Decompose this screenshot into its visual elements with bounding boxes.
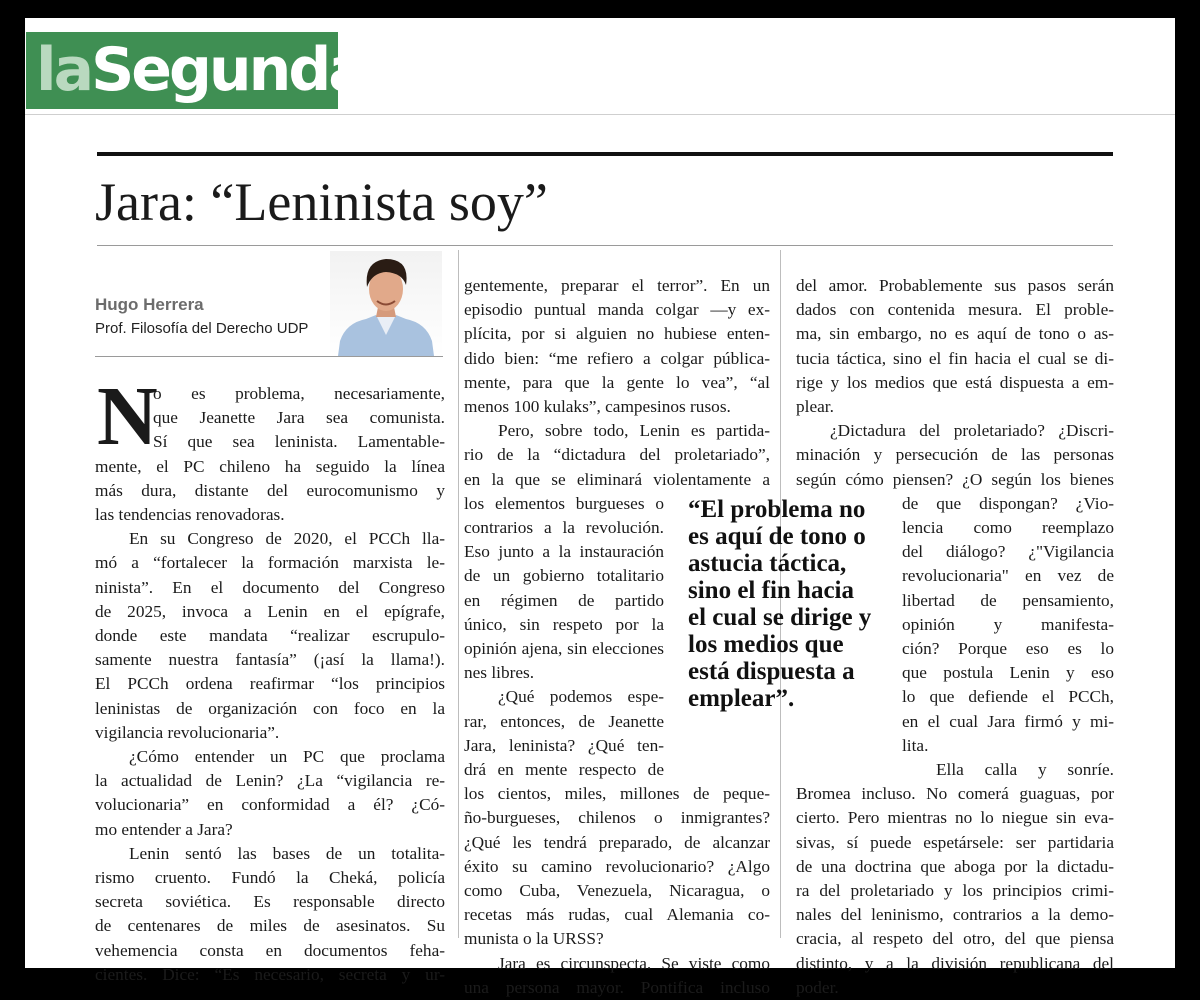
column-3-line: lo que defiende el PCCh, [902,687,1114,707]
column-3-line: cierto. Pero mientras no lo niegue sin eva- [796,808,1114,828]
column-3-line: rige y los medios que está dispuesta a em- [796,372,1114,392]
column-1-line: o es problema, necesariamente, [153,384,445,403]
column-1-line: volucionaria” en conformidad a él? ¿Có- [95,795,445,815]
column-2-line: menos 100 kulaks”, campesinos rusos. [464,397,731,416]
column-2-line: contrarios a la revolución. [464,518,664,537]
column-2-line: los cientos, miles, millones de peque- [464,784,770,804]
masthead-wordmark [36,35,366,105]
column-1-line: secreta soviética. Es responsable directo [95,892,445,912]
pull-quote-line: los medios que [688,631,844,658]
column-3-line: libertad de pensamiento, [902,590,1114,610]
pull-quote-line: sino el fin hacia [688,577,854,604]
column-1-line: ninista”. En el documento del Congreso [95,577,445,597]
pull-quote-line: el cual se dirige y [688,604,872,631]
column-2-line: recetas más rudas, cual Alemania co- [464,905,770,925]
column-3-line: Ella calla y sonríe. [936,760,1114,779]
column-3-line: tucia táctica, sino el fin hacia el cual se di- [796,348,1114,368]
column-1-line: más dura, distante del eurocomunismo y [95,480,445,500]
pull-quote-line: astucia táctica, [688,550,847,577]
masthead-divider [25,114,1175,115]
column-2-line: ¿Qué les tendrá preparado, de alcanzar [464,832,770,852]
column-2-line: episodio puntual manda colgar —y ex- [464,300,770,320]
column-2-line: Jara, leninista? ¿Qué ten- [464,735,664,755]
column-1-line: vehemencia consta en documentos feha- [95,940,445,960]
column-2-line: munista o la URSS? [464,929,604,949]
column-3-line: de una doctrina que aboga por la dictadu- [796,856,1114,876]
column-3-line: lencia como reemplazo [902,518,1114,537]
column-2-line: rar, entonces, de Jeanette [464,711,664,731]
column-2-line: opinión ajena, sin elecciones [464,639,664,658]
column-1-line: las tendencias renovadoras. [95,505,285,524]
column-2-line: los elementos burgueses o [464,493,664,513]
column-2-line: en la que se eliminará violentamente a [464,469,770,489]
column-3-line: ra del proletariado y los principios crimi- [796,881,1114,900]
headline: Jara: “Leninista soy” [95,172,548,232]
column-3-line: en el cual Jara firmó y mi- [902,711,1114,731]
column-2-line: único, sin respeto por la [464,614,664,634]
column-3-line: ¿Dictadura del proletariado? ¿Discri- [830,421,1114,441]
masthead-logo [26,32,366,109]
column-1-line: Sí que sea leninista. Lamentable- [153,432,445,452]
column-3-line: sivas, sí puede espetársele: ser partidaria [796,832,1114,852]
pull-quote-line: emplear”. [688,685,795,712]
author-role: Prof. Filosofía del Derecho UDP [95,320,309,337]
pull-quote-line: está dispuesta a [688,658,855,685]
headline-bottom-rule [97,245,1113,246]
column-1-line: ¿Cómo entender un PC que proclama [129,747,445,766]
column-1-line: mente, el PC chileno ha seguido la línea [95,456,445,476]
column-2-line: Eso junto a la instauración [464,542,664,562]
newspaper-page [25,18,1175,997]
column-3-line: cracia, al respeto del otro, del que piensa [796,929,1114,949]
column-3-line: revolucionaria" en vez de [902,566,1114,586]
column-2-line: como Cuba, Venezuela, Nicaragua, o [464,881,770,900]
column-3-line: ma, sin embargo, no es aquí de tono o as- [796,324,1114,344]
column-1-line: En su Congreso de 2020, el PCCh lla- [129,529,445,549]
column-3-line: ción? Porque eso es lo [902,639,1114,658]
column-1-line: donde este mandata “realizar escrupulo- [95,626,445,645]
column-2-line: gentemente, preparar el terror”. En un [464,276,770,295]
column-1-line: rismo cruento. Fundó la Cheká, policía [95,868,445,887]
column-2-line: Jara es circunspecta. Se viste como [498,953,770,973]
column-2-line: rio de la “dictadura del proletariado”, [464,445,770,465]
column-3-line: que postula Lenin y eso [902,663,1114,683]
column-3-line: del diálogo? ¿"Vigilancia [902,542,1114,562]
column-3-line: lita. [902,735,929,755]
column-3-line: plear. [796,397,834,416]
column-1-line: de 2025, invoca a Lenin en el epígrafe, [95,601,445,621]
column-2-line: plícita, por si alguien no hubiese enten- [464,324,770,344]
column-2-line: nes libres. [464,663,535,683]
author-photo [330,251,442,356]
column-3-line: Bromea incluso. No comerá guaguas, por [796,784,1114,804]
column-3-line: del amor. Probablemente sus pasos serán [796,276,1114,295]
column-3-line: opinión y manifesta- [902,614,1114,634]
column-2-line: éxito su camino revolucionario? ¿Algo [464,856,770,876]
column-1-line: que Jeanette Jara sea comunista. [153,408,445,428]
column-2-line: de un gobierno totalitario [464,566,664,586]
column-2-line: mente, para que la gente lo vea”, “al [464,372,770,392]
column-2-line: dido bien: “me refiero a colgar pública- [464,348,770,368]
column-2-line: una persona mayor. Pontifica incluso [464,977,770,997]
column-3-line: nales del leninismo, contrarios a la demo- [796,905,1114,925]
column-1-line: mó a “fortalecer la formación marxista le- [95,553,445,573]
column-2-line: ño-burgueses, chilenos o inmigrantes? [464,808,770,828]
column-1-line: leninistas de organización con foco en la [95,698,445,718]
drop-cap: N [97,370,158,463]
column-3-line: minación y persecución de las personas [796,445,1114,465]
headline-top-rule [97,152,1113,156]
pull-quote-line: es aquí de tono o [688,523,866,550]
author-name: Hugo Herrera [95,295,204,314]
column-1-line: Lenin sentó las bases de un totalita- [129,843,445,863]
column-2-line: ¿Qué podemos espe- [498,687,664,707]
column-3-line: poder. [796,977,839,997]
column-2-line: drá en mente respecto de [464,760,664,779]
column-3-line: según cómo piensen? ¿O según los bienes [796,469,1114,489]
column-3-line: de que dispongan? ¿Vio- [902,493,1114,513]
column-1-line: vigilancia revolucionaria”. [95,722,280,742]
column-3-line: distinto, y a la división republicana del [796,953,1114,973]
pull-quote-line: “El problema no [688,496,866,523]
column-1-line: samente nuestra fantasía” (¡así la llama!). [95,650,445,670]
column-1-line: mo entender a Jara? [95,819,233,839]
column-1-line: de centenares de miles de asesinatos. Su [95,916,445,936]
author-rule [95,356,443,357]
column-1-line: cientes. Dice: “Es necesario, secreta y ur- [95,964,445,984]
column-2-line: Pero, sobre todo, Lenin es partida- [498,421,770,441]
column-divider-1 [458,250,459,938]
column-1-line: El PCCh ordena reafirmar “los principios [95,674,445,694]
masthead-name: Segunda [91,35,366,105]
masthead-la: la [36,35,92,105]
column-1-line: la actualidad de Lenin? ¿La “vigilancia re- [95,771,445,791]
column-3-line: dados con contenida mesura. El proble- [796,300,1114,320]
column-2-line: en régimen de partido [464,590,664,610]
